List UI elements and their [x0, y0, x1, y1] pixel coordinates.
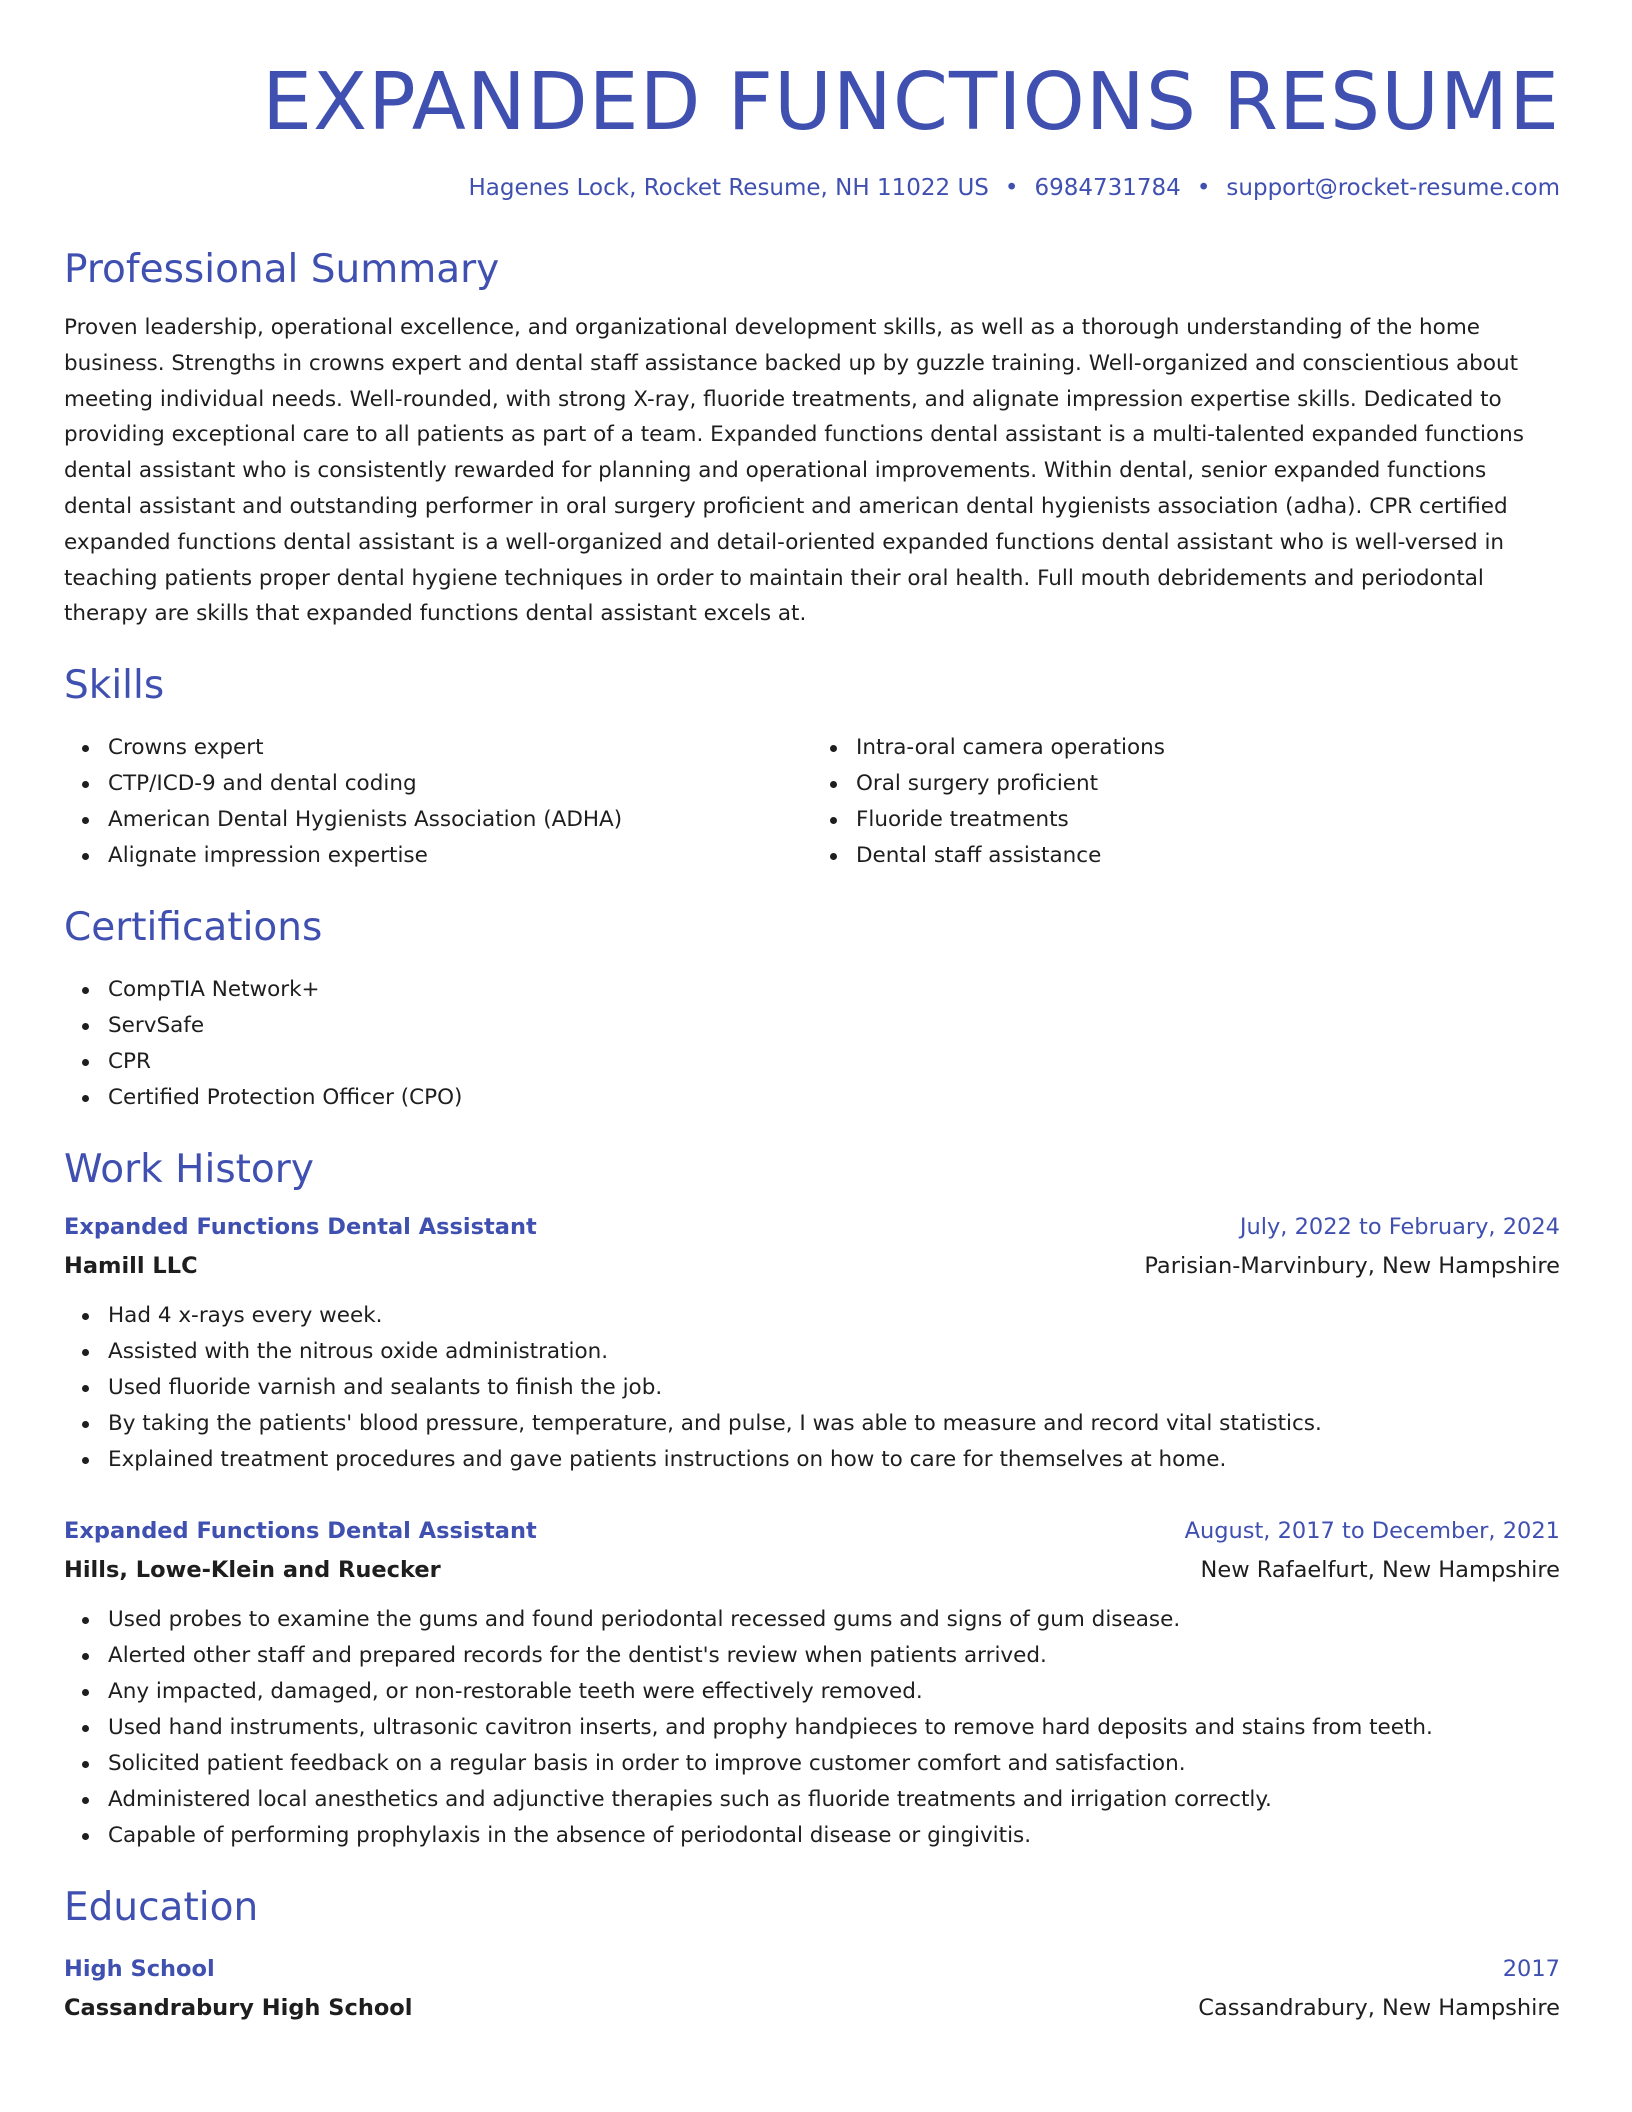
- list-item: Crowns expert: [108, 730, 812, 766]
- section-title-work-history: Work History: [64, 1147, 314, 1193]
- list-item: American Dental Hygienists Association (ADHA): [108, 802, 812, 838]
- skills-list-left: [64, 730, 812, 874]
- list-item: Had 4 x-rays every week.: [108, 1298, 1560, 1334]
- education-header-row: [64, 1950, 1560, 1988]
- list-item: Alignate impression expertise: [108, 838, 812, 874]
- contact-phone: 6984731784: [1034, 175, 1181, 201]
- section-title-summary: Professional Summary: [64, 247, 500, 292]
- education-school-row: [64, 1988, 1560, 2028]
- list-item: CPR: [108, 1044, 1560, 1080]
- resume-title: EXPANDED FUNCTIONS RESUME: [262, 56, 1560, 148]
- job-bullets: [64, 1298, 1560, 1478]
- job-dates: August, 2017 to December, 2021: [1184, 1518, 1560, 1545]
- list-item: Administered local anesthetics and adjunctive therapies such as fluoride treatments and irrigation correctly.: [108, 1782, 1560, 1818]
- job-location: Parisian-Marvinbury, New Hampshire: [1144, 1253, 1560, 1280]
- section-title-education: Education: [64, 1885, 259, 1931]
- list-item: Capable of performing prophylaxis in the absence of periodontal disease or gingivitis.: [108, 1818, 1560, 1854]
- list-item: Oral surgery proficient: [856, 766, 1560, 802]
- contact-address: Hagenes Lock, Rocket Resume, NH 11022 US: [468, 175, 989, 201]
- contact-email: support@rocket-resume.com: [1226, 175, 1560, 201]
- list-item: Intra-oral camera operations: [856, 730, 1560, 766]
- job-company: Hills, Lowe-Klein and Ruecker: [64, 1557, 441, 1584]
- list-item: Used fluoride varnish and sealants to finish the job.: [108, 1370, 1560, 1406]
- list-item: CTP/ICD-9 and dental coding: [108, 766, 812, 802]
- list-item: Used probes to examine the gums and found periodontal recessed gums and signs of gum disease.: [108, 1602, 1560, 1638]
- list-item: Explained treatment procedures and gave patients instructions on how to care for themselves at home.: [108, 1442, 1560, 1478]
- list-item: Any impacted, damaged, or non-restorable teeth were effectively removed.: [108, 1674, 1560, 1710]
- job-location: New Rafaelfurt, New Hampshire: [1200, 1557, 1560, 1584]
- list-item: Assisted with the nitrous oxide administration.: [108, 1334, 1560, 1370]
- resume-header: [64, 0, 1560, 204]
- contact-separator: •: [1004, 175, 1019, 201]
- section-title-certifications: Certifications: [64, 905, 323, 951]
- job-entry: [64, 1512, 1560, 1854]
- list-item: CompTIA Network+: [108, 972, 1560, 1008]
- list-item: Used hand instruments, ultrasonic cavitron inserts, and prophy handpieces to remove hard deposits and stains from teeth.: [108, 1710, 1560, 1746]
- education-degree: High School: [64, 1956, 215, 1983]
- list-item: ServSafe: [108, 1008, 1560, 1044]
- education-school: Cassandrabury High School: [64, 1995, 413, 2022]
- job-bullets: [64, 1602, 1560, 1854]
- job-entry: [64, 1208, 1560, 1478]
- certifications-list: [64, 972, 1560, 1116]
- job-title: Expanded Functions Dental Assistant: [64, 1214, 537, 1241]
- list-item: Certified Protection Officer (CPO): [108, 1080, 1560, 1116]
- job-header-row: [64, 1208, 1560, 1246]
- skills-list-right: [812, 730, 1560, 874]
- list-item: By taking the patients' blood pressure, temperature, and pulse, I was able to measure and record vital statistics.: [108, 1406, 1560, 1442]
- job-dates: July, 2022 to February, 2024: [1239, 1214, 1560, 1241]
- job-company: Hamill LLC: [64, 1253, 198, 1280]
- job-company-row: [64, 1550, 1560, 1590]
- list-item: Fluoride treatments: [856, 802, 1560, 838]
- job-title: Expanded Functions Dental Assistant: [64, 1518, 537, 1545]
- education-year: 2017: [1502, 1956, 1560, 1983]
- contact-separator: •: [1196, 175, 1211, 201]
- list-item: Dental staff assistance: [856, 838, 1560, 874]
- summary-text: Proven leadership, operational excellence, and organizational development skills, as well as a thorough understanding of the home business. Strengths in crowns expert and dental staff assistance backed up by guzzle training. Well-organized and conscientious about meeting individual needs. Well-rounded, with strong X-ray, fluoride treatments, and alignate impression expertise skills. Dedicated to providing exceptional care to all patients as part of a team. Expanded functions dental assistant is a multi-talented expanded functions dental assistant who is consistently rewarded for planning and operational improvements. Within dental, senior expanded functions dental assistant and outstanding performer in oral surgery proficient and american dental hygienists association (adha). CPR certified expanded functions dental assistant is a well-organized and detail-oriented expanded functions dental assistant who is well-versed in teaching patients proper dental hygiene techniques in order to maintain their oral health. Full mouth debridements and periodontal therapy are skills that expanded functions dental assistant excels at.: [64, 315, 1524, 627]
- contact-line: [64, 172, 1560, 204]
- list-item: Solicited patient feedback on a regular basis in order to improve customer comfort and satisfaction.: [108, 1746, 1560, 1782]
- education-location: Cassandrabury, New Hampshire: [1198, 1995, 1560, 2022]
- job-header-row: [64, 1512, 1560, 1550]
- section-title-skills: Skills: [64, 663, 165, 709]
- resume-page: [64, 0, 1560, 2028]
- education-entry: [64, 1950, 1560, 2028]
- job-company-row: [64, 1246, 1560, 1286]
- list-item: Alerted other staff and prepared records for the dentist's review when patients arrived.: [108, 1638, 1560, 1674]
- skills-columns: [64, 730, 1560, 874]
